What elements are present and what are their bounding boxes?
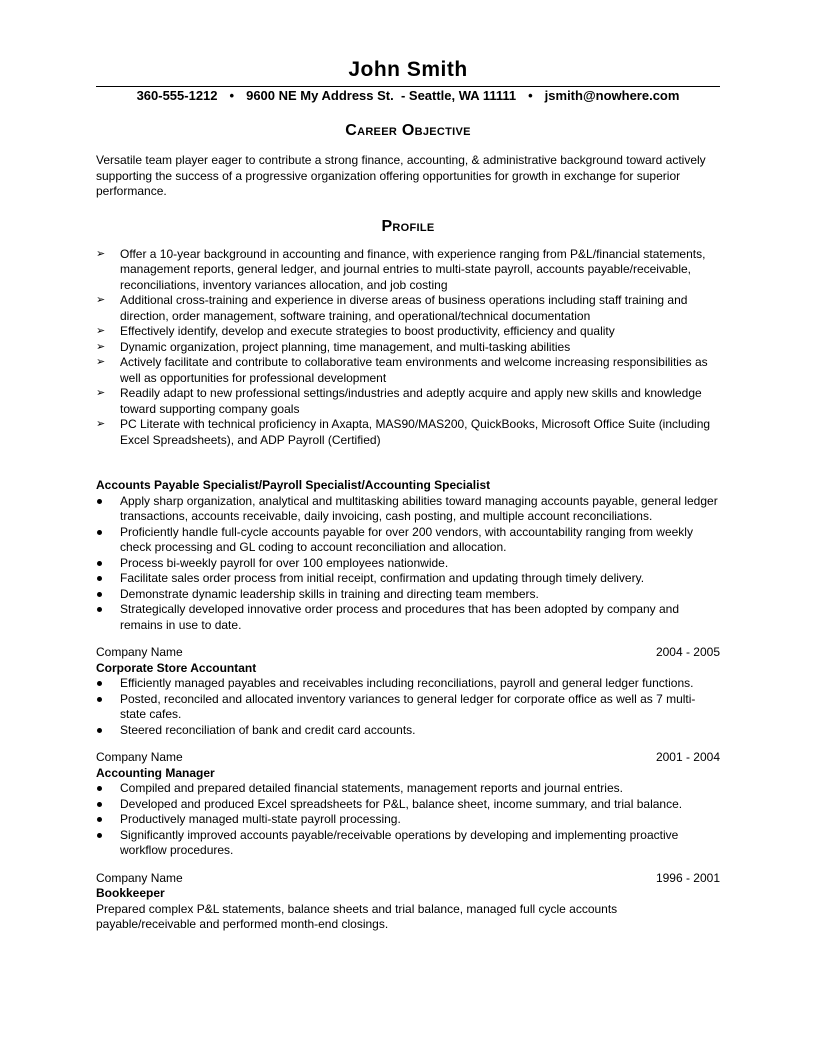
arrow-bullet-icon: ➢ (96, 247, 106, 260)
job-title: Corporate Store Accountant (96, 660, 257, 675)
job-bullet (96, 812, 720, 828)
job-bullet-text: Productively managed multi-state payroll processing. (120, 812, 401, 826)
job-title: Bookkeeper (96, 886, 165, 900)
job-dates: 2001 - 2004 (655, 750, 720, 764)
arrow-bullet-icon: ➢ (96, 418, 106, 430)
job-bullet-list (96, 676, 720, 738)
job-bullet (96, 676, 720, 692)
profile-item-text: Dynamic organization, project planning, time management, and multi-tasking abilities (120, 339, 571, 354)
contact-separator: • (528, 88, 533, 103)
job-header (96, 871, 720, 887)
job-bullet-text: Significantly improved accounts payable/receivable operations by developing and implementing proactive workflow procedures. (120, 827, 679, 857)
profile-item-text: PC Literate with technical proficiency in Axapta, MAS90/MAS200, QuickBooks, Microsoft Office Suite (including Excel Spreadsheets), and ADP Payroll (Certified) (120, 417, 711, 447)
profile-item-text: Additional cross-training and experience in diverse areas of business operations including staff training and direction, order management, software training, and operational/technical documentation (120, 293, 688, 323)
company-name: Company Name (96, 750, 183, 764)
bullet-dot-icon (97, 592, 102, 597)
job-bullet-list (96, 494, 720, 634)
profile-item-text: Actively facilitate and contribute to collaborative team environments and welcome increasing responsibilities as well as opportunities for professional development (120, 355, 708, 385)
job-bullet-text: Developed and produced Excel spreadsheets for P&L, balance sheet, income summary, and trial balance. (120, 796, 683, 811)
job-bullet (96, 781, 720, 797)
job-bullet-text: Efficiently managed payables and receivables including reconciliations, payroll and general ledger functions. (120, 676, 694, 690)
job-bullet (96, 587, 720, 603)
job-title: Accounts Payable Specialist/Payroll Specialist/Accounting Specialist (96, 478, 491, 492)
candidate-name: John Smith (348, 58, 468, 81)
job-bullet-text: Proficiently handle full-cycle accounts payable for over 200 vendors, with accountability ranging from weekly check processing and GL coding to account reconciliation and allocation. (120, 524, 693, 554)
arrow-bullet-icon: ➢ (96, 294, 106, 306)
bullet-dot-icon (97, 697, 102, 702)
job-bullet-text: Compiled and prepared detailed financial statements, management reports and journal entries. (120, 781, 623, 795)
job-bullet-text: Process bi-weekly payroll for over 100 employees nationwide. (120, 555, 449, 570)
job-header (96, 645, 720, 661)
job-bullet-text: Facilitate sales order process from initial receipt, confirmation and updating through timely delivery. (120, 571, 645, 585)
job-title: Accounting Manager (96, 765, 215, 780)
profile-item (96, 340, 720, 356)
bullet-dot-icon (97, 681, 102, 686)
job-bullet-text: Apply sharp organization, analytical and multitasking abilities toward managing accounts payable, general ledger transactions, accounts receivable, daily invoicing, cash posting, and multiple account reconciliations. (120, 493, 718, 523)
profile-heading: Profile (381, 217, 435, 235)
career-objective-heading: Career Objective (345, 122, 471, 139)
job-bullet (96, 556, 720, 572)
job-bullet-list (96, 781, 720, 859)
contact-separator: • (229, 88, 235, 103)
arrow-bullet-icon: ➢ (96, 340, 106, 353)
profile-item (96, 293, 720, 324)
job-bullet (96, 571, 720, 587)
bullet-dot-icon (97, 728, 102, 733)
job-bullet-text: Demonstrate dynamic leadership skills in training and directing team members. (120, 586, 539, 601)
arrow-bullet-icon: ➢ (96, 356, 106, 368)
bullet-dot-icon (97, 530, 102, 535)
company-name: Company Name (96, 645, 183, 659)
profile-item (96, 417, 720, 448)
job-bullet (96, 692, 720, 723)
profile-item-text: Offer a 10-year background in accounting and finance, with experience ranging from P&L/financial statements, management reports, general ledger, and journal entries to multi-state payroll, accounts payable/receivable, reconciliations, inventory variances allocation, and job costing (120, 246, 706, 292)
contact-line (96, 88, 720, 104)
bullet-dot-icon (97, 817, 102, 822)
bullet-dot-icon (97, 833, 102, 838)
bullet-dot-icon (97, 786, 102, 791)
job-bullet-text: Strategically developed innovative order process and procedures that has been adopted by company and remains in use to date. (120, 602, 680, 632)
bullet-dot-icon (97, 561, 102, 566)
profile-item (96, 355, 720, 386)
email-address: jsmith@nowhere.com (544, 88, 680, 103)
profile-list (96, 247, 720, 449)
job-bullet (96, 525, 720, 556)
job-dates: 2004 - 2005 (655, 645, 720, 659)
phone-number: 360-555-1212 (136, 88, 218, 103)
job-bullet (96, 602, 720, 633)
job-header (96, 750, 720, 766)
job-bullet-text: Posted, reconciled and allocated inventory variances to general ledger for corporate office as well as 7 multi-state cafes. (120, 691, 696, 721)
job-dates: 1996 - 2001 (655, 870, 720, 885)
job-bullet (96, 828, 720, 859)
bullet-dot-icon (97, 499, 102, 504)
arrow-bullet-icon: ➢ (96, 387, 106, 399)
company-name: Company Name (96, 870, 183, 885)
profile-item-text: Readily adapt to new professional settings/industries and adeptly acquire and apply new skills and knowledge toward supporting company goals (120, 386, 702, 416)
resume-page (96, 56, 720, 933)
job-bullet (96, 723, 720, 739)
bullet-dot-icon (97, 607, 102, 612)
profile-item (96, 247, 720, 294)
profile-item (96, 324, 720, 340)
profile-item (96, 386, 720, 417)
job-bullet (96, 494, 720, 525)
career-objective-text: Versatile team player eager to contribute a strong finance, accounting, & administrative background toward actively supporting the success of a progressive organization offering opportunities for growth in exchange for superior performance. (96, 153, 706, 198)
job-description: Prepared complex P&L statements, balance sheets and trial balance, managed full cycle accounts payable/receivable and performed month-end closings. (96, 901, 618, 931)
address: 9600 NE My Address St. - Seattle, WA 11111 (246, 88, 517, 103)
job-bullet-text: Steered reconciliation of bank and credit card accounts. (120, 722, 416, 737)
arrow-bullet-icon: ➢ (96, 325, 106, 337)
bullet-dot-icon (97, 576, 102, 581)
profile-item-text: Effectively identify, develop and execute strategies to boost productivity, efficiency and quality (120, 324, 615, 338)
job-bullet (96, 797, 720, 813)
header-rule (96, 86, 720, 87)
bullet-dot-icon (97, 802, 102, 807)
